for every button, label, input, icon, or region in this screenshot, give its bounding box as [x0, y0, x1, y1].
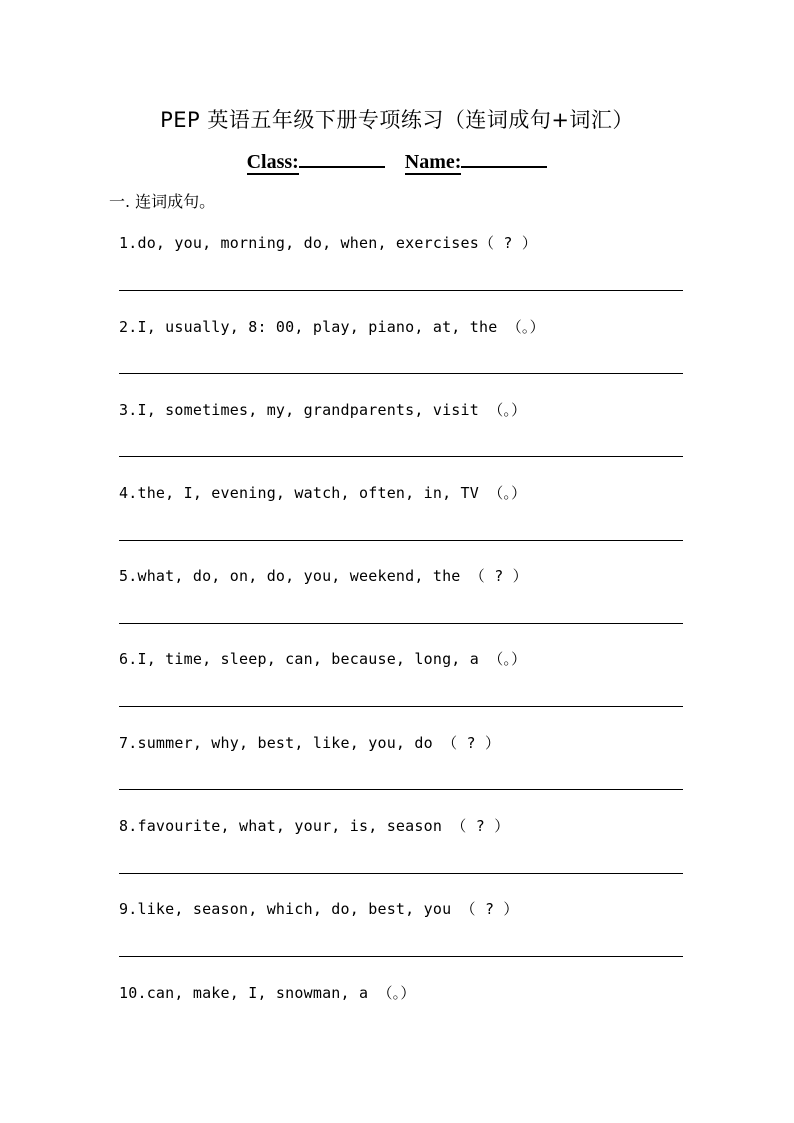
answer-line-1 — [119, 290, 683, 291]
class-label: Class: — [246, 151, 299, 173]
question-4: 4.the, I, evening, watch, often, in, TV （。） — [119, 484, 527, 502]
question-7: 7.summer, why, best, like, you, do （ ? ） — [119, 734, 501, 752]
question-2: 2.I, usually, 8: 00, play, piano, at, the （。） — [119, 318, 545, 336]
question-1: 1.do, you, morning, do, when, exercises（ ? ） — [119, 234, 538, 252]
answer-line-7 — [119, 789, 683, 790]
section-heading: 一. 连词成句。 — [109, 192, 216, 211]
answer-line-2 — [119, 373, 683, 374]
class-blank — [299, 148, 385, 168]
class-name-line — [0, 148, 794, 174]
answer-line-8 — [119, 873, 683, 874]
answer-line-3 — [119, 456, 683, 457]
answer-line-6 — [119, 706, 683, 707]
answer-line-4 — [119, 540, 683, 541]
page-title: PEP 英语五年级下册专项练习（连词成句+词汇） — [160, 108, 634, 132]
answer-line-9 — [119, 956, 683, 957]
name-label: Name: — [404, 151, 462, 173]
question-10: 10.can, make, I, snowman, a （。） — [119, 984, 416, 1002]
question-9: 9.like, season, which, do, best, you （ ? ） — [119, 900, 519, 918]
question-3: 3.I, sometimes, my, grandparents, visit （。） — [119, 401, 527, 419]
name-blank — [461, 148, 547, 168]
question-5: 5.what, do, on, do, you, weekend, the （ ? ） — [119, 567, 528, 585]
question-6: 6.I, time, sleep, can, because, long, a （。） — [119, 650, 527, 668]
answer-line-5 — [119, 623, 683, 624]
question-8: 8.favourite, what, your, is, season （ ? ） — [119, 817, 510, 835]
